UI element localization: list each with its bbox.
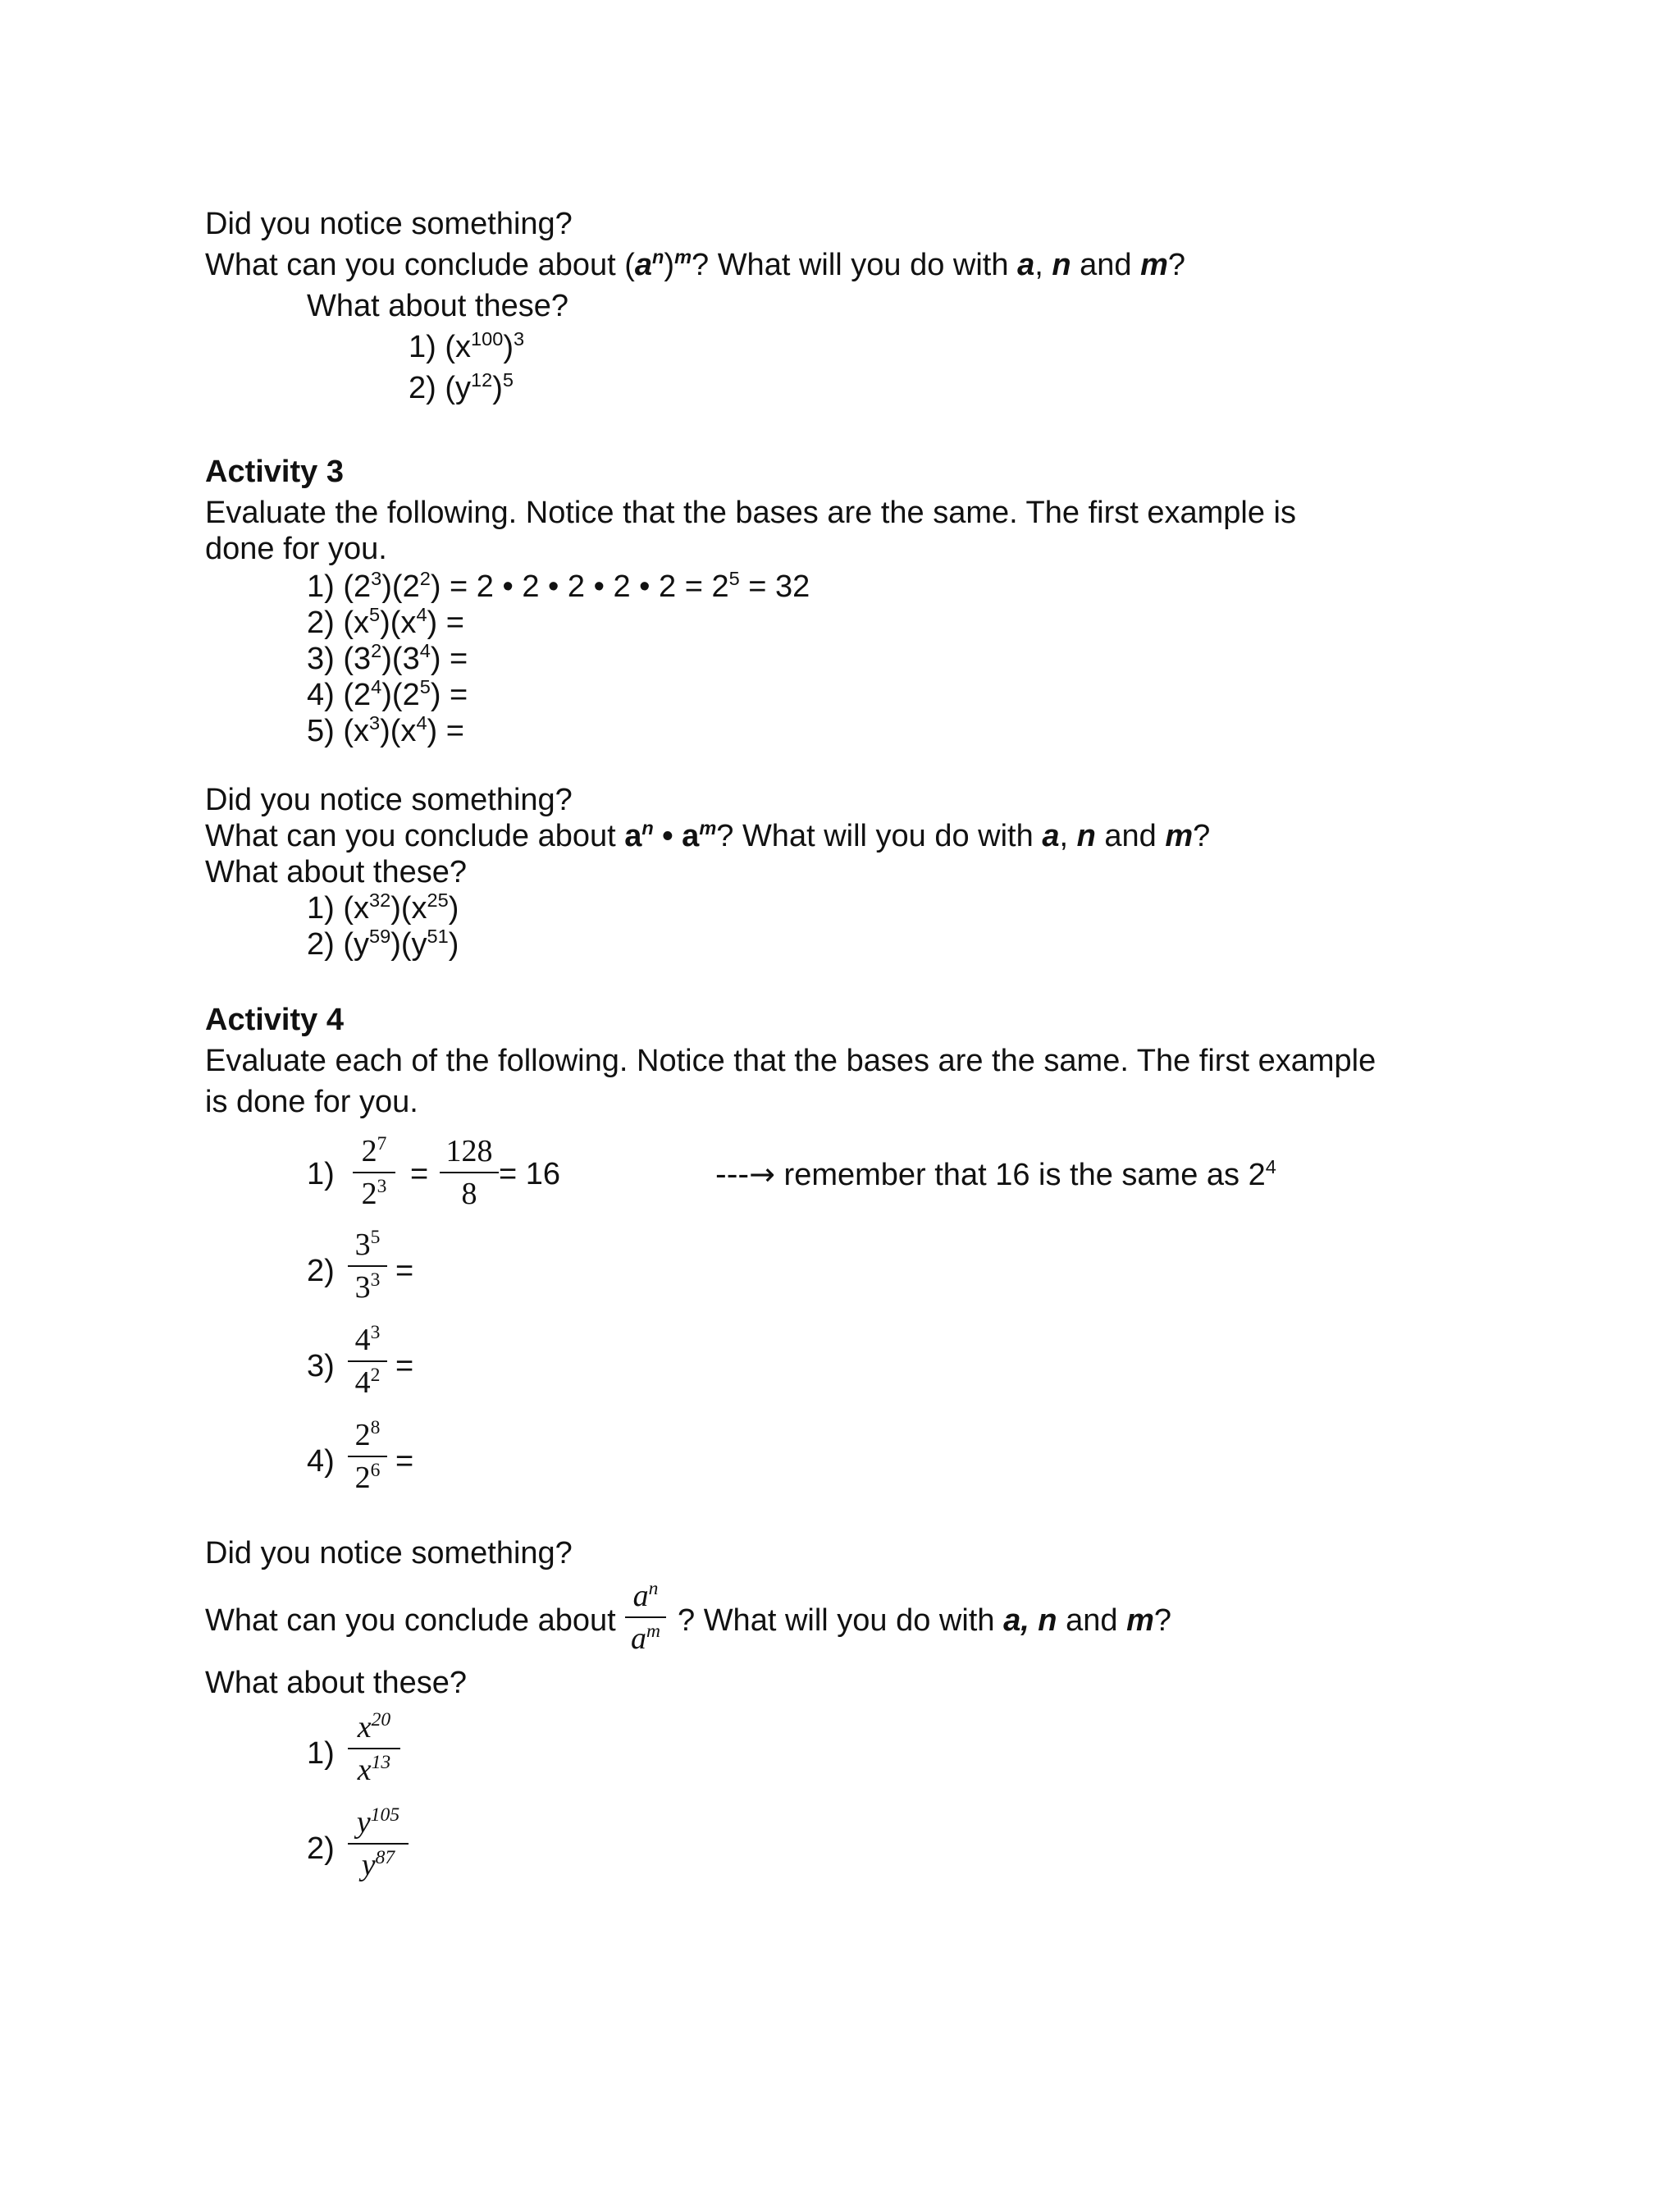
- text-fragment: )(2: [381, 678, 420, 712]
- instruction-text: Evaluate each of the following. Notice that the bases are the same. The first example: [205, 1044, 1376, 1078]
- exponent: 4: [419, 639, 431, 661]
- fraction-bar: [348, 1843, 409, 1845]
- text-fragment: ?: [1153, 1603, 1171, 1638]
- text-fragment: (x: [343, 891, 370, 926]
- exponent: 3: [370, 1269, 381, 1291]
- exp-m: m: [674, 245, 692, 267]
- instruction-text: done for you.: [205, 532, 387, 566]
- base: 4: [354, 1323, 371, 1357]
- denominator: [348, 1364, 387, 1400]
- remember-note: [715, 1155, 1276, 1192]
- item-number: 2): [409, 371, 445, 405]
- item-number: 3): [307, 642, 344, 676]
- conclude-question-2: [205, 816, 1211, 853]
- text-fragment: ): [492, 371, 503, 405]
- text-fragment: ) =: [427, 606, 464, 640]
- text-fragment: (y: [445, 371, 472, 405]
- text-fragment: ): [664, 248, 675, 282]
- activity-4-heading: [205, 1004, 344, 1036]
- heading-text: Activity 4: [205, 1003, 344, 1037]
- text-fragment: )(3: [381, 642, 420, 676]
- fraction: [625, 1577, 666, 1656]
- var-n: n: [1076, 819, 1096, 853]
- fraction: [348, 1804, 409, 1882]
- text-fragment: and: [1071, 248, 1141, 282]
- exponent: 4: [416, 711, 427, 734]
- notice-question-3: [205, 1538, 573, 1569]
- exponent: 4: [1265, 1155, 1276, 1177]
- exponent: 3: [371, 567, 382, 589]
- what-about-3: [205, 1667, 467, 1699]
- equals-sign: =: [395, 1349, 414, 1383]
- what-about-1: [307, 290, 568, 322]
- text-fragment: ) =: [430, 642, 468, 676]
- activity-4-instruction: [205, 1045, 1376, 1077]
- var-m: m: [1165, 819, 1194, 853]
- notice-text: Did you notice something?: [205, 207, 573, 241]
- exponent: 20: [371, 1708, 391, 1731]
- exponent: 3: [377, 1175, 387, 1197]
- base: x: [357, 1710, 372, 1744]
- fraction: [353, 1132, 395, 1211]
- fraction-bar: [348, 1456, 387, 1457]
- text-fragment: ): [448, 891, 459, 926]
- exponent: 5: [370, 1226, 381, 1248]
- list-item: [307, 567, 810, 604]
- list-item: [307, 603, 464, 640]
- var-m: m: [1140, 248, 1168, 282]
- text-fragment: (y: [343, 927, 370, 962]
- var-a: a: [624, 819, 642, 853]
- fraction-bar: [348, 1265, 387, 1267]
- exponent: 7: [377, 1132, 387, 1154]
- exp-n: n: [641, 816, 654, 839]
- var-a: a: [634, 248, 653, 282]
- denominator: [348, 1269, 387, 1305]
- exponent: 2: [370, 1364, 381, 1386]
- instruction-text: is done for you.: [205, 1085, 418, 1119]
- numerator: [348, 1708, 400, 1744]
- conclude-question-3: [205, 1605, 616, 1636]
- var-a: a: [1042, 819, 1060, 853]
- text-fragment: ? What will you do with: [692, 248, 1018, 282]
- text-fragment: remember that 16 is the same as 2: [774, 1158, 1266, 1192]
- text-fragment: )(x: [380, 606, 417, 640]
- fraction: [348, 1226, 387, 1305]
- text-fragment: •: [653, 819, 682, 853]
- item-number: 2): [307, 606, 344, 640]
- base: 2: [361, 1134, 377, 1168]
- text-fragment: (x: [343, 606, 370, 640]
- exponent: 5: [728, 567, 740, 589]
- item-number: 2): [307, 1254, 335, 1288]
- fraction: [348, 1416, 387, 1495]
- text-fragment: ): [503, 330, 514, 364]
- base: y: [356, 1805, 371, 1840]
- text-fragment: (x: [445, 330, 472, 364]
- text-fragment: = 32: [739, 569, 810, 604]
- activity-3-instruction: [205, 497, 1296, 528]
- base: 3: [354, 1228, 371, 1262]
- text-fragment: ): [448, 927, 459, 962]
- list-item: [307, 675, 468, 712]
- base: x: [357, 1753, 372, 1787]
- list-item: [307, 889, 459, 926]
- text-fragment: (x: [343, 714, 370, 748]
- item-number: 1): [307, 1736, 335, 1771]
- numerator: [348, 1416, 387, 1452]
- denominator: [348, 1751, 400, 1787]
- item-number: 2): [307, 1831, 335, 1866]
- base: 3: [354, 1270, 371, 1305]
- conclude-question-3-tail: [678, 1605, 1171, 1636]
- base: y: [361, 1848, 376, 1882]
- exponent: 87: [375, 1846, 395, 1868]
- numerator: [348, 1226, 387, 1262]
- var-n: n: [1052, 248, 1071, 282]
- fraction-bar: [348, 1360, 387, 1362]
- exponent: 8: [370, 1416, 381, 1438]
- item-number: 2): [307, 927, 344, 962]
- numerator: [353, 1132, 395, 1168]
- list-item: [409, 368, 514, 405]
- fraction-bar: [440, 1172, 499, 1173]
- numerator: [348, 1804, 409, 1840]
- exponent: 51: [427, 925, 449, 947]
- equals-sign: =: [395, 1254, 414, 1288]
- text-fragment: ,: [1034, 248, 1052, 282]
- item-number: 1): [409, 330, 445, 364]
- text-fragment: ? What will you do with: [716, 819, 1043, 853]
- what-about-text: What about these?: [307, 289, 568, 323]
- denominator: 8: [461, 1177, 477, 1211]
- denominator: [348, 1846, 409, 1882]
- exponent: 12: [471, 368, 493, 391]
- text-fragment: ) = 2 • 2 • 2 • 2 • 2 = 2: [430, 569, 729, 604]
- exponent: 4: [416, 603, 427, 625]
- activity-4-instruction-cont: [205, 1086, 418, 1118]
- text-fragment: )(x: [390, 891, 427, 926]
- list-item: [409, 327, 525, 364]
- fraction-bar: [625, 1616, 666, 1618]
- text-fragment: (2: [343, 678, 372, 712]
- fraction: [348, 1708, 400, 1787]
- exponent: 13: [371, 1751, 391, 1773]
- activity-3-heading: [205, 456, 344, 487]
- heading-text: Activity 3: [205, 455, 344, 489]
- exponent: n: [648, 1577, 659, 1599]
- base: 2: [354, 1461, 371, 1495]
- fraction-bar: [353, 1172, 395, 1173]
- exp-n: n: [652, 245, 664, 267]
- exponent: 3: [513, 327, 525, 350]
- exponent: m: [646, 1620, 660, 1642]
- exponent: 2: [371, 639, 382, 661]
- list-item: [307, 711, 464, 748]
- notice-text: Did you notice something?: [205, 783, 573, 817]
- item-number: 1): [307, 1157, 335, 1191]
- text-fragment: ?: [1167, 248, 1186, 282]
- text-fragment: ?: [1193, 819, 1211, 853]
- text-fragment: (2: [343, 569, 372, 604]
- exponent: 100: [471, 327, 504, 350]
- item-number: 1): [307, 891, 344, 926]
- text-fragment: What can you conclude about: [205, 1603, 616, 1638]
- what-about-2: [205, 857, 467, 888]
- denominator: [348, 1459, 387, 1495]
- exponent: 3: [370, 1321, 381, 1343]
- text-fragment: ? What will you do with: [678, 1603, 1004, 1638]
- text-fragment: and: [1095, 819, 1166, 853]
- item-number: 5): [307, 714, 344, 748]
- conclude-question-1: [205, 245, 1186, 282]
- exponent: 32: [369, 889, 391, 911]
- text-fragment: )(2: [381, 569, 420, 604]
- equals-sign: =: [395, 1444, 414, 1479]
- numerator: [348, 1321, 387, 1357]
- exponent: 3: [369, 711, 381, 734]
- denominator: [625, 1620, 666, 1656]
- instruction-text: Evaluate the following. Notice that the bases are the same. The first example is: [205, 496, 1296, 530]
- exponent: 105: [370, 1804, 400, 1826]
- text-fragment: ) =: [430, 678, 468, 712]
- what-about-text: What about these?: [205, 855, 467, 889]
- notice-text: Did you notice something?: [205, 1536, 573, 1570]
- exponent: 5: [369, 603, 381, 625]
- var-a: a: [1017, 248, 1035, 282]
- base: a: [630, 1621, 646, 1656]
- base: 2: [354, 1418, 371, 1452]
- text-fragment: (3: [343, 642, 372, 676]
- base: 4: [354, 1365, 371, 1400]
- item-number: 4): [307, 678, 344, 712]
- item-number: 4): [307, 1444, 335, 1479]
- list-item: [307, 639, 468, 676]
- exponent: 5: [419, 675, 431, 697]
- item-number: 1): [307, 569, 344, 604]
- result: = 16: [499, 1157, 561, 1191]
- exponent: 4: [371, 675, 382, 697]
- activity-3-instruction-cont: [205, 533, 387, 565]
- exponent: 59: [369, 925, 391, 947]
- exponent: 5: [502, 368, 514, 391]
- text-fragment: ) =: [427, 714, 464, 748]
- fraction: [440, 1136, 499, 1209]
- text-fragment: What can you conclude about (: [205, 248, 635, 282]
- exponent: 2: [419, 567, 431, 589]
- var-a-n: a, n: [1003, 1603, 1057, 1638]
- text-fragment: )(x: [380, 714, 417, 748]
- notice-question-2: [205, 784, 573, 816]
- text-fragment: )(y: [390, 927, 427, 962]
- exponent: 25: [427, 889, 449, 911]
- base: 2: [361, 1177, 377, 1211]
- fraction: [348, 1321, 387, 1400]
- var-a: a: [682, 819, 700, 853]
- list-item: [307, 925, 459, 962]
- numerator: 128: [445, 1134, 493, 1168]
- text-fragment: and: [1057, 1603, 1127, 1638]
- what-about-text: What about these?: [205, 1666, 467, 1700]
- arrow-icon: ---→: [715, 1156, 775, 1192]
- exp-m: m: [699, 816, 717, 839]
- notice-question-1: [205, 208, 573, 240]
- fraction-bar: [348, 1748, 400, 1749]
- text-fragment: What can you conclude about: [205, 819, 625, 853]
- denominator: [353, 1175, 395, 1211]
- item-number: 3): [307, 1349, 335, 1383]
- base: a: [632, 1579, 649, 1613]
- equals-sign: =: [410, 1157, 429, 1191]
- numerator: [625, 1577, 666, 1613]
- exponent: 6: [370, 1459, 381, 1481]
- text-fragment: ,: [1059, 819, 1077, 853]
- var-m: m: [1126, 1603, 1154, 1638]
